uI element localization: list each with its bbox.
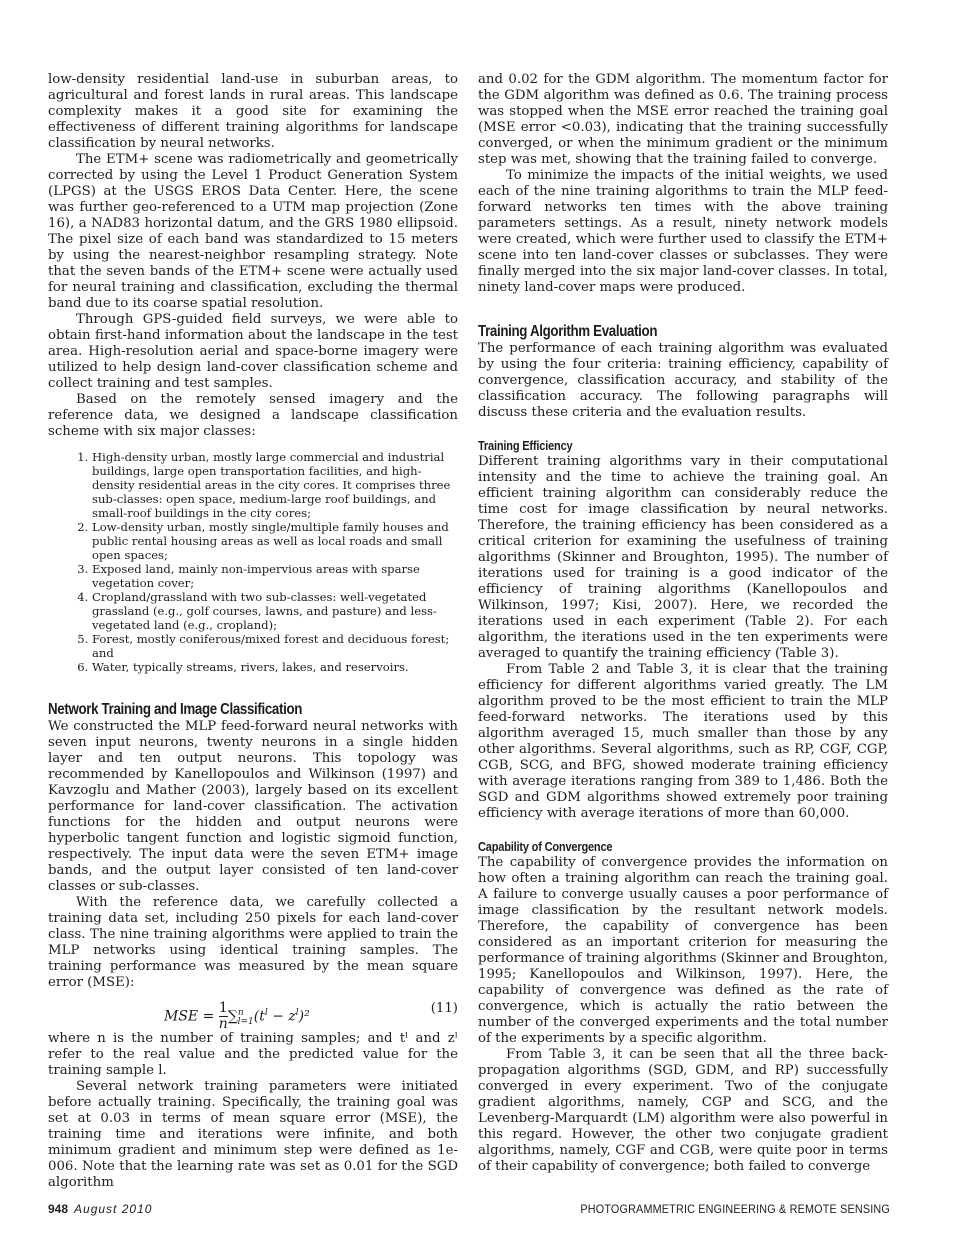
paragraph: With the reference data, we carefully collected a training data set, including 250 pixels for each land-cover class. The nine training algorithms were applied to train the MLP networks using identical training samples. The training performance was measured by the mean square error (MSE): bbox=[48, 895, 458, 990]
paragraph: where n is the number of training samples; and tˡ and zˡ refer to the real value and the predicted value for the training sample l. bbox=[48, 1031, 458, 1078]
subsection-heading: Capability of Convergence bbox=[478, 840, 613, 854]
equation-fraction: $\frac{1}{n}$ bbox=[218, 1000, 228, 1032]
mse-equation: MSE = $\frac{1}{n}$ $\sum^n_{l=1}(t^l - z^l)^2$ (11) bbox=[164, 1000, 458, 1032]
paragraph: To minimize the impacts of the initial weights, we used each of the nine training algorithms to train the MLP feed-forward networks ten times with the above training parameters settings. As a result, ninety network models were created, which were further used to classify the ETM+ scene into ten land-cover classes or subclasses. They were finally merged into the six major land-cover classes. In total, ninety land-cover maps were produced. bbox=[478, 168, 888, 295]
paragraph: Several network training parameters were initiated before actually training. Specifically, the training goal was set at 0.03 in terms of mean square error (MSE), the training time and iterations were infinite, and both minimum gradient and minimum step were defined as 1e-006. Note that the learning rate was set as 0.01 for the SGD algorithm bbox=[48, 1079, 458, 1190]
section-heading: Training Algorithm Evaluation bbox=[478, 323, 658, 340]
equation-number: (11) bbox=[430, 1001, 458, 1016]
list-item: 3. Exposed land, mainly non-impervious areas with sparse vegetation cover; bbox=[92, 562, 458, 590]
paragraph: and 0.02 for the GDM algorithm. The momentum factor for the GDM algorithm was defined as 0.6. The training process was stopped when the MSE error reached the training goal (MSE error <0.03), indicating that the training successfully converged, or when the minimum gradient or the minimum step was met, showing that the training failed to converge. bbox=[478, 72, 888, 167]
section-heading: Network Training and Image Classification bbox=[48, 701, 303, 718]
issue-date: August 2010 bbox=[74, 1202, 153, 1216]
left-column bbox=[48, 72, 458, 1191]
paragraph: The ETM+ scene was radiometrically and geometrically corrected by using the Level 1 Product Generation System (LPGS) at the USGS EROS Data Center. Here, the scene was further geo-referenced to a UTM map projection (Zone 16), a NAD83 horizontal datum, and the GRS 1980 ellipsoid. The pixel size of each band was standardized to 15 meters by using the nearest-neighbor resampling strategy. Note that the seven bands of the ETM+ scene were actually used for neural training and classification, excluding the thermal band due to its coarse spatial resolution. bbox=[48, 152, 458, 311]
page-number: 948 bbox=[48, 1202, 69, 1216]
subsection-heading: Training Efficiency bbox=[478, 439, 573, 453]
list-item: 4. Cropland/grassland with two sub-classes: well-vegetated grassland (e.g., golf courses, lawns, and pasture) and less-vegetated land (e.g., cropland); bbox=[92, 590, 458, 632]
paragraph: The capability of convergence provides the information on how often a training algorithm can reach the training goal. A failure to converge usually causes a poor performance of image classification by the resultant network models. Therefore, the capability of convergence has been considered as an important criterion for measuring the performance of training algorithms (Skinner and Broughton, 1995; Kanellopoulos and Wilkinson, 1997). Here, the capability of convergence was defined as the rate of convergence, which is actually the ratio between the number of the converged experiments and the total number of the experiments by a specific algorithm. bbox=[478, 855, 889, 1046]
list-item: 5. Forest, mostly coniferous/mixed forest and deciduous forest; and bbox=[92, 632, 458, 660]
paragraph: low-density residential land-use in suburban areas, to agricultural and forest lands in rural areas. This landscape complexity makes it a good site for examining the effectiveness of different training algorithms for landscape classification by neural networks. bbox=[48, 72, 458, 151]
paragraph: We constructed the MLP feed-forward neural networks with seven input neurons, twenty neurons in a single hidden layer and ten output neurons. This topology was recommended by Kanellopoulos and Wilkinson (1997) and Kavzoglu and Mather (2003), largely based on its excellent performance for land-cover classification. The activation functions for the hidden and output neurons were hyperbolic tangent function and logistic sigmoid function, respectively. The input data were the seven ETM+ image bands, and the output layer consisted of ten land-cover classes or sub-classes. bbox=[48, 719, 458, 894]
paragraph: The performance of each training algorithm was evaluated by using the four criteria: training efficiency, capability of convergence, classification accuracy, and stability of the classification accuracy. The following paragraphs will discuss these criteria and the evaluation results. bbox=[478, 341, 888, 420]
paragraph: Based on the remotely sensed imagery and the reference data, we designed a landscape classification scheme with six major classes: bbox=[48, 392, 458, 439]
list-item: 2. Low-density urban, mostly single/multiple family houses and public rental housing areas as well as local roads and small open spaces; bbox=[92, 520, 458, 562]
journal-name: PHOTOGRAMMETRIC ENGINEERING & REMOTE SENSING bbox=[580, 1202, 890, 1216]
paragraph: From Table 2 and Table 3, it is clear that the training efficiency for different algorithms varied greatly. The LM algorithm proved to be the most efficient to train the MLP feed-forward networks. The iterations used by this algorithm averaged 15, much smaller than those by any other algorithms. Several algorithms, such as RP, CGF, CGP, CGB, SCG, and BFG, showed moderate training efficiency with average iterations ranging from 389 to 1,486. Both the SGD and GDM algorithms showed extremely poor training efficiency with average iterations of more than 60,000. bbox=[478, 662, 888, 821]
classification-scheme-list bbox=[48, 450, 458, 674]
list-item: 6. Water, typically streams, rivers, lakes, and reservoirs. bbox=[92, 660, 458, 674]
right-column bbox=[478, 72, 888, 1175]
paragraph: Through GPS-guided field surveys, we were able to obtain first-hand information about the landscape in the test area. High-resolution aerial and space-borne imagery were utilized to help design land-cover classification scheme and collect training and test samples. bbox=[48, 312, 458, 391]
list-item: 1. High-density urban, mostly large commercial and industrial buildings, large open transportation facilities, and high-density residential areas in the city cores. It comprises three sub-classes: open space, medium-large roof buildings, and small-roof buildings in the city cores; bbox=[92, 450, 458, 520]
paragraph: From Table 3, it can be seen that all the three back-propagation algorithms (SGD, GDM, and RP) successfully converged in every experiment. Two of the conjugate gradient algorithms, namely, CGP and SCG, and the Levenberg-Marquardt (LM) algorithm were also powerful in this regard. However, the other two conjugate gradient algorithms, namely, CGF and CGB, were quite poor in terms of their capability of convergence; both failed to converge bbox=[478, 1047, 888, 1174]
page-footer bbox=[48, 1202, 890, 1222]
paragraph: Different training algorithms vary in their computational intensity and the time to achieve the training goal. An efficient training algorithm can considerably reduce the time cost for image classification by neural networks. Therefore, the training efficiency has been considered as a critical criterion for examining the usefulness of training algorithms (Skinner and Broughton, 1995). The number of iterations used for training is a good indicator of the efficiency of training algorithms (Kanellopoulos and Wilkinson, 1997; Kisi, 2007). Here, we recorded the iterations used in each experiment (Table 2). For each algorithm, the iterations used in the ten experiments were averaged to quantify the training efficiency (Table 3). bbox=[478, 454, 888, 661]
